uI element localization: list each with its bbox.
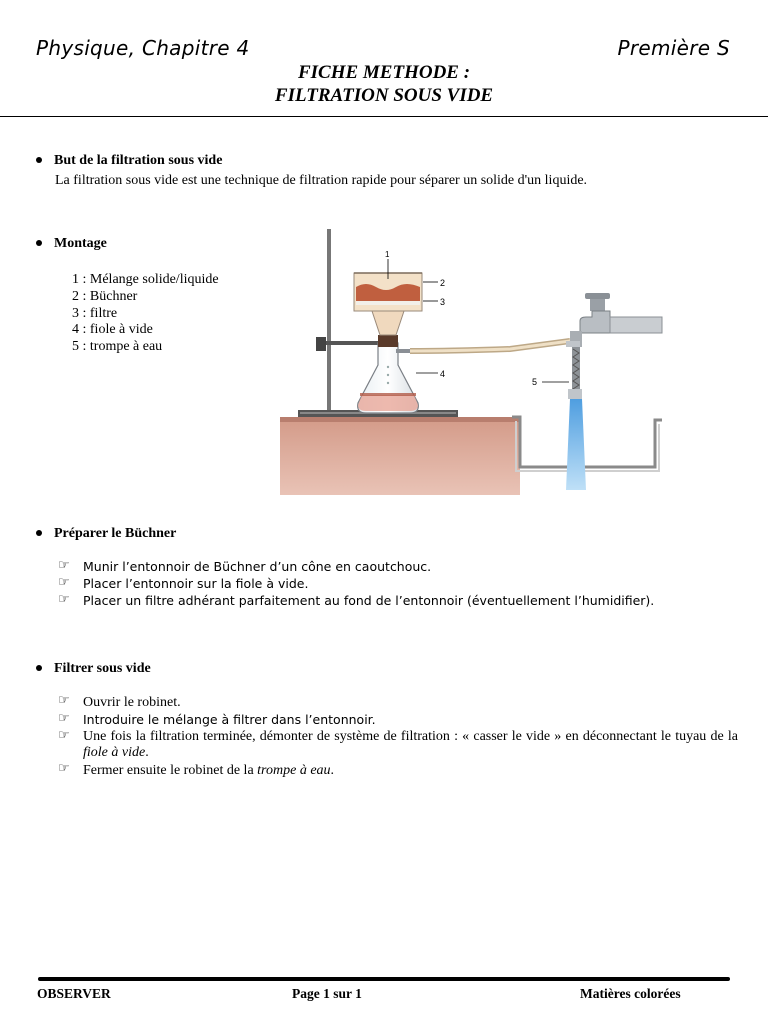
section-but-text: La filtration sous vide est une technique de filtration rapide pour séparer un solide d'un liquide. — [55, 173, 588, 188]
step-text: Placer l’entonnoir sur la fiole à vide. — [83, 575, 309, 591]
section-heading-but-text: But de la filtration sous vide — [54, 153, 223, 168]
bullet-dot-icon — [36, 530, 42, 536]
list-item — [58, 712, 738, 729]
figure-label-1: 1 — [385, 250, 390, 259]
pointing-hand-icon: ☞ — [58, 710, 70, 726]
water-stream — [566, 399, 586, 490]
vacuum-flask — [358, 343, 419, 413]
step-text-part: . — [330, 763, 335, 779]
pointing-hand-icon: ☞ — [58, 558, 70, 573]
page-title-line2: FILTRATION SOUS VIDE — [274, 85, 494, 106]
step-text-part: Fermer ensuite le robinet de la — [83, 763, 258, 779]
footer-right: Matières colorées — [580, 986, 681, 1001]
pointing-hand-icon: ☞ — [58, 693, 70, 708]
pointing-hand-icon: ☞ — [58, 761, 70, 777]
step-text: Introduire le mélange à filtrer dans l’entonnoir. — [83, 711, 376, 727]
legend-item: 1 : Mélange solide/liquide — [72, 272, 219, 287]
step-text-part: . — [145, 745, 149, 761]
step-text — [83, 729, 738, 763]
header-course-title: Physique, Chapitre 4 — [36, 36, 250, 60]
bullet-dot-icon — [36, 665, 42, 671]
step-text-part: Une fois la filtration terminée, démonter de système de filtration : « casser le vide » en déconnectant le tuyau de la — [83, 728, 738, 744]
step-text: Ouvrir le robinet. — [83, 695, 181, 710]
step-text: Placer un filtre adhérant parfaitement au fond de l’entonnoir (éventuellement l’humidifier). — [83, 592, 655, 608]
preparer-steps — [58, 559, 738, 609]
section-heading-filtrer — [36, 661, 151, 677]
figure-label-5: 5 — [532, 377, 538, 387]
sink-shape — [512, 417, 662, 471]
water-jet-pump — [566, 341, 582, 401]
legend-item: 4 : fiole à vide — [72, 322, 153, 338]
list-item — [58, 576, 738, 593]
section-heading-montage — [36, 236, 107, 252]
step-text-emphasis: trompe à eau — [257, 763, 331, 779]
legend-item: 5 : trompe à eau — [72, 339, 163, 355]
pointing-hand-icon: ☞ — [58, 574, 70, 590]
step-text-emphasis: fiole à vide — [83, 745, 146, 761]
section-heading-preparer — [36, 526, 176, 542]
pointing-hand-icon: ☞ — [58, 727, 70, 743]
filtrer-steps — [58, 694, 738, 780]
section-heading-preparer-text: Préparer le Büchner — [54, 526, 177, 541]
step-text: Munir l’entonnoir de Büchner d’un cône en caoutchouc. — [83, 559, 432, 574]
list-item — [58, 559, 738, 576]
header-divider — [0, 116, 768, 117]
legend-item: 2 : Büchner — [72, 288, 138, 304]
pointing-hand-icon: ☞ — [58, 591, 70, 607]
legend-item: 3 : filtre — [72, 305, 118, 321]
list-item — [58, 729, 738, 763]
page-title-line1: FICHE METHODE : — [297, 62, 471, 83]
footer-page-number: Page 1 sur 1 — [292, 986, 362, 1001]
list-item — [58, 593, 738, 610]
bench-shape — [280, 417, 520, 495]
faucet — [570, 293, 662, 347]
list-item — [58, 762, 738, 780]
vacuum-filtration-illustration — [280, 225, 680, 495]
figure-label-3: 3 — [440, 297, 446, 307]
montage-legend — [72, 272, 219, 356]
footer-left: OBSERVER — [37, 986, 111, 1001]
section-heading-filtrer-text: Filtrer sous vide — [54, 661, 151, 676]
section-heading-but — [36, 153, 222, 169]
footer-divider — [38, 977, 730, 981]
bullet-dot-icon — [36, 240, 42, 246]
buchner-funnel — [354, 273, 422, 347]
figure-label-2: 2 — [440, 278, 446, 288]
list-item — [58, 694, 738, 712]
section-heading-montage-text: Montage — [54, 236, 107, 251]
header-class-level: Première S — [617, 36, 730, 60]
figure-label-4: 4 — [440, 369, 446, 379]
bullet-dot-icon — [36, 157, 42, 163]
